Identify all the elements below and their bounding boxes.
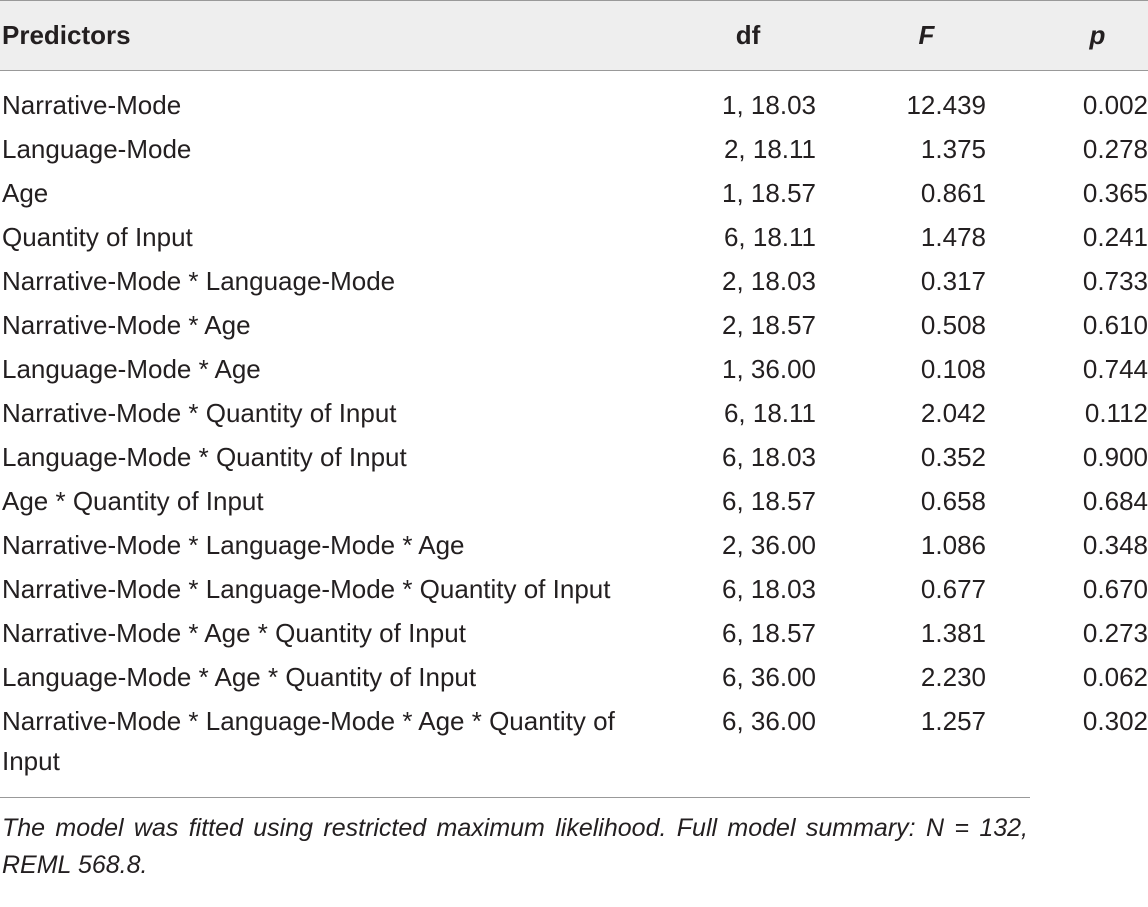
table-row bbox=[0, 389, 1148, 433]
cell-df: 6, 18.03 bbox=[722, 442, 816, 472]
cell-p: 0.610 bbox=[1082, 310, 1148, 340]
cell-p: 0.365 bbox=[1082, 178, 1148, 208]
cell-f: 0.352 bbox=[920, 442, 986, 472]
cell-df: 6, 36.00 bbox=[722, 706, 816, 736]
cell-predictor: Language-Mode * Age * Quantity of Input bbox=[2, 662, 477, 692]
table-row bbox=[0, 213, 1148, 257]
cell-df: 6, 18.11 bbox=[723, 398, 816, 428]
cell-f: 0.317 bbox=[920, 266, 986, 296]
table-row bbox=[0, 169, 1148, 213]
cell-p: 0.278 bbox=[1082, 134, 1148, 164]
cell-f: 12.439 bbox=[906, 90, 986, 120]
cell-f: 0.677 bbox=[920, 574, 986, 604]
cell-f: 1.257 bbox=[920, 706, 986, 736]
cell-predictor: Narrative-Mode * Language-Mode bbox=[2, 266, 396, 296]
cell-p: 0.062 bbox=[1082, 662, 1148, 692]
header-predictors: Predictors bbox=[2, 20, 131, 50]
cell-p: 0.348 bbox=[1082, 530, 1148, 560]
table-row bbox=[0, 301, 1148, 345]
cell-predictor: Quantity of Input bbox=[2, 222, 193, 252]
cell-p: 0.002 bbox=[1082, 90, 1148, 120]
cell-f: 1.086 bbox=[920, 530, 986, 560]
table-row bbox=[0, 609, 1148, 653]
cell-predictor: Narrative-Mode * Language-Mode * Age * Quantity of Input bbox=[2, 706, 615, 776]
table-row bbox=[0, 257, 1148, 301]
cell-predictor: Narrative-Mode * Age bbox=[2, 310, 251, 340]
cell-f: 0.108 bbox=[920, 354, 986, 384]
cell-p: 0.900 bbox=[1082, 442, 1148, 472]
table-row bbox=[0, 565, 1148, 609]
cell-predictor: Narrative-Mode bbox=[2, 90, 182, 120]
cell-f: 2.042 bbox=[920, 398, 986, 428]
table-row bbox=[0, 433, 1148, 477]
cell-f: 2.230 bbox=[920, 662, 986, 692]
cell-df: 2, 36.00 bbox=[722, 530, 816, 560]
table-row bbox=[0, 653, 1148, 697]
table-row bbox=[0, 697, 1148, 797]
cell-df: 1, 36.00 bbox=[722, 354, 816, 384]
cell-df: 2, 18.03 bbox=[722, 266, 816, 296]
cell-p: 0.744 bbox=[1082, 354, 1148, 384]
table-row bbox=[0, 477, 1148, 521]
cell-p: 0.302 bbox=[1082, 706, 1148, 736]
header-df: df bbox=[735, 20, 761, 50]
cell-f: 0.861 bbox=[920, 178, 986, 208]
cell-df: 6, 18.11 bbox=[723, 222, 816, 252]
table-footnote: The model was fitted using restricted maximum likelihood. Full model summary: N = 132, REML 568.8. bbox=[0, 797, 1030, 884]
cell-df: 1, 18.57 bbox=[722, 178, 816, 208]
cell-predictor: Narrative-Mode * Language-Mode * Age bbox=[2, 530, 465, 560]
cell-f: 1.375 bbox=[920, 134, 986, 164]
cell-predictor: Language-Mode * Quantity of Input bbox=[2, 442, 407, 472]
table-row bbox=[0, 521, 1148, 565]
cell-predictor: Age bbox=[2, 178, 49, 208]
cell-predictor: Language-Mode bbox=[2, 134, 192, 164]
cell-p: 0.112 bbox=[1084, 398, 1148, 428]
cell-f: 1.381 bbox=[920, 618, 986, 648]
cell-predictor: Language-Mode * Age bbox=[2, 354, 261, 384]
cell-df: 2, 18.11 bbox=[723, 134, 816, 164]
cell-p: 0.684 bbox=[1082, 486, 1148, 516]
cell-p: 0.733 bbox=[1082, 266, 1148, 296]
table-row bbox=[0, 71, 1148, 126]
cell-p: 0.273 bbox=[1082, 618, 1148, 648]
header-p: p bbox=[1089, 20, 1106, 50]
cell-df: 2, 18.57 bbox=[722, 310, 816, 340]
cell-df: 6, 18.03 bbox=[722, 574, 816, 604]
cell-df: 1, 18.03 bbox=[722, 90, 816, 120]
header-f: F bbox=[918, 20, 935, 50]
cell-p: 0.241 bbox=[1082, 222, 1148, 252]
cell-f: 1.478 bbox=[920, 222, 986, 252]
table-body bbox=[0, 71, 1148, 798]
cell-predictor: Narrative-Mode * Quantity of Input bbox=[2, 398, 397, 428]
cell-predictor: Age * Quantity of Input bbox=[2, 486, 264, 516]
cell-predictor: Narrative-Mode * Language-Mode * Quantity of Input bbox=[2, 574, 611, 604]
cell-df: 6, 18.57 bbox=[722, 486, 816, 516]
cell-df: 6, 36.00 bbox=[722, 662, 816, 692]
table-row bbox=[0, 345, 1148, 389]
cell-predictor: Narrative-Mode * Age * Quantity of Input bbox=[2, 618, 466, 648]
cell-f: 0.658 bbox=[920, 486, 986, 516]
table-header-row bbox=[0, 1, 1148, 71]
cell-f: 0.508 bbox=[920, 310, 986, 340]
cell-df: 6, 18.57 bbox=[722, 618, 816, 648]
table-row bbox=[0, 125, 1148, 169]
cell-p: 0.670 bbox=[1082, 574, 1148, 604]
